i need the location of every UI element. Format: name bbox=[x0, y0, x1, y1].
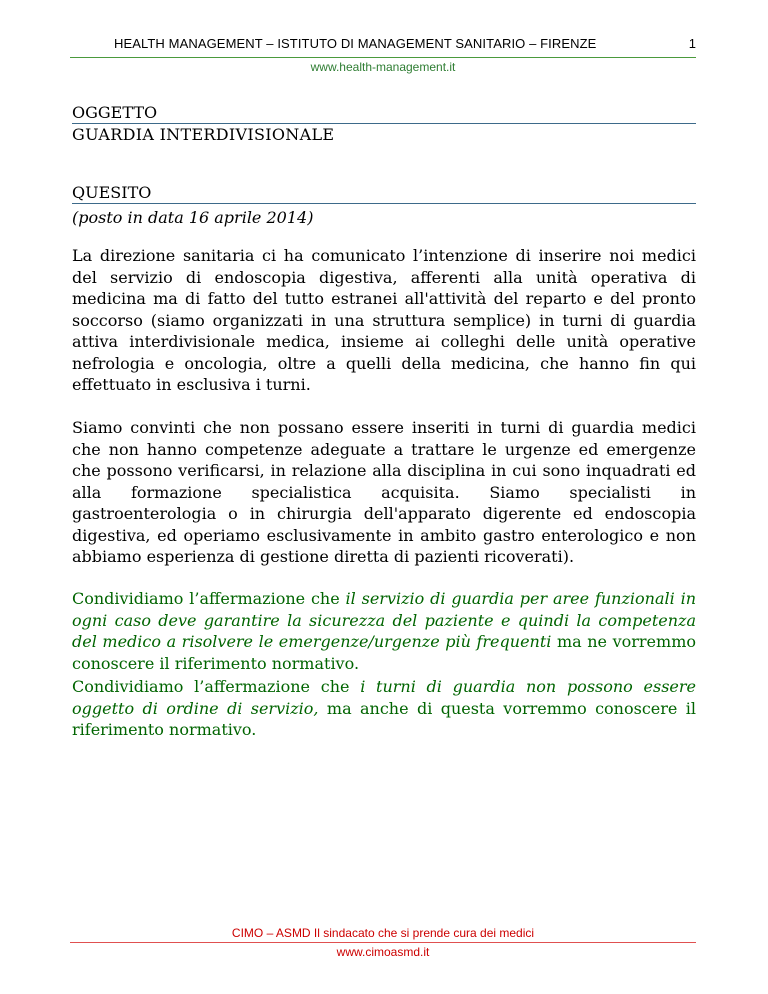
footer-divider bbox=[70, 942, 696, 943]
subject-section bbox=[72, 103, 696, 124]
question-date: (posto in data 16 aprile 2014) bbox=[72, 208, 314, 227]
paragraph-2: Siamo convinti che non possano essere inseriti in turni di guardia medici che non hanno competenze adeguate a trattare le urgenze ed emergenze che possono verificarsi, in relazione alla disciplina in cui sono inquadrati ed alla formazione specialistica acquisita. Siamo specialisti in gastroenterologia o in chirurgia dell'apparato digerente ed endoscopia digestiva, ed operiamo esclusivamente in ambito gastro enterologico e non abbiamo esperienza di gestione diretta di pazienti ricoverati). bbox=[72, 418, 696, 566]
paragraph-3-italic: il servizio di guardia per aree funzionali in ogni caso deve garantire la sicurezza del paziente e quindi la competenza del medico a risolvere le emergenze/urgenze più frequenti bbox=[72, 589, 697, 651]
page-number: 1 bbox=[688, 36, 696, 51]
footer-url[interactable]: www.cimoasmd.it bbox=[336, 945, 430, 959]
subject-heading: OGGETTO bbox=[72, 103, 158, 122]
header-url[interactable]: www.health-management.it bbox=[310, 60, 456, 74]
header-divider bbox=[70, 57, 696, 58]
paragraph-3-tail: ma ne vorremmo conoscere il riferimento normativo. bbox=[72, 632, 696, 673]
paragraph-4-italic: i turni di guardia non possono essere oggetto di ordine di servizio, bbox=[72, 677, 697, 718]
question-divider bbox=[72, 203, 696, 204]
question-heading: QUESITO bbox=[72, 183, 152, 202]
header-title: HEALTH MANAGEMENT – ISTITUTO DI MANAGEMENT SANITARIO – FIRENZE bbox=[114, 36, 597, 51]
paragraph-4 bbox=[72, 676, 696, 741]
paragraph-3 bbox=[72, 588, 696, 674]
subject-text: GUARDIA INTERDIVISIONALE bbox=[72, 125, 335, 144]
subject-divider bbox=[72, 123, 696, 124]
paragraph-3-lead: Condividiamo l’affermazione che bbox=[72, 589, 346, 608]
paragraph-4-tail: ma anche di questa vorremmo conoscere il riferimento normativo. bbox=[72, 698, 696, 739]
paragraph-4-lead: Condividiamo l’affermazione che bbox=[72, 677, 361, 696]
paragraph-1: La direzione sanitaria ci ha comunicato l’intenzione di inserire noi medici del servizio di endoscopia digestiva, afferenti alla unità operativa di medicina ma di fatto del tutto estranei all'attività del reparto e del pronto soccorso (siamo organizzati in una struttura semplice) in turni di guardia attiva interdivisionale medica, insieme ai colleghi delle unità operative nefrologia e oncologia, oltre a quelli della medicina, che hanno fin qui effettuato in esclusiva i turni. bbox=[72, 246, 696, 394]
footer-text: CIMO – ASMD Il sindacato che si prende cura dei medici bbox=[231, 926, 535, 940]
question-section bbox=[72, 183, 696, 204]
page-footer bbox=[70, 926, 696, 959]
